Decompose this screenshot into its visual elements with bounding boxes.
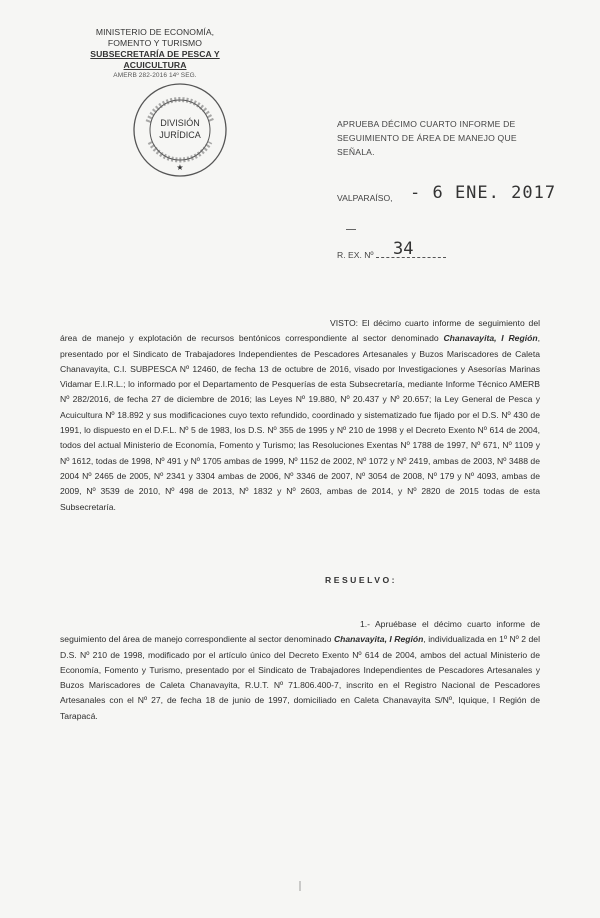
visto-text-a: El décimo cuarto informe de seguimiento del área de manejo y explotación de recursos bentónicos correspondiente al sector denominado <box>60 318 541 344</box>
rex-tick-mark <box>346 229 356 230</box>
handwritten-date: - 6 ENE. 2017 <box>410 183 557 203</box>
resuelvo-heading: RESUELVO: <box>325 575 397 585</box>
rex-number: 34 <box>393 239 414 259</box>
article-1-text-b: , individualizada en 1º Nº 2 del D.S. Nº 210 de 1998, modificado por el artículo único del Decreto Exento Nº 614 de 2004, ambos del actual Ministerio de Economía, Fomento y Turismo, presentado por el Sindicato de Trabajadores Independientes de Pescadores Artesanales y Buzos Mariscadores de Caleta Chanavayita, R.U.T. Nº 71.806.400-7, inscrito en el Registro Nacional de Pescadores Artesanales con el Nº 27, de fecha 18 de junio de 1997, domiciliado en Caleta Chanavayita S/Nº, Iquique, I Región de Tarapacá. <box>60 634 540 721</box>
visto-text-b: , presentado por el Sindicato de Trabajadores Independientes de Pescadores Artesanales y Buzos Mariscadores de Caleta Chanavayita, C.I. SUBPESCA Nº 12460, de fecha 13 de octubre de 2016, visado por Investigaciones y Asesorías Marinas Vidamar E.I.R.L.; lo informado por el Departamento de Pesquerías de esta Subsecretaría, mediante Informe Técnico AMERB Nº 282/2016, de fecha 27 de diciembre de 2016; las Leyes Nº 19.880, Nº 20.437 y Nº 20.657; la Ley General de Pesca y Acuicultura Nº 18.892 y sus modificaciones cuyo texto refundido, coordinado y sistematizado fue fijado por el D.S. Nº 430 de 1991, lo dispuesto en el D.F.L. Nº 5 de 1983, los D.S. Nº 355 de 1995 y Nº 210 de 1998 y el Decreto Exento Nº 614 de 2004, todos del actual Ministerio de Economía, Fomento y Turismo; las Resoluciones Exentas Nº 1788 de 1997, Nº 671, Nº 1109 y Nº 1612, todas de 1998, Nº 491 y Nº 1705 ambas de 1999, Nº 1152 de 2002, Nº 1072 y Nº 2419, ambas de 2003, Nº 3488 de 2004 Nº 2465 de 2005, Nº 2341 y 3304 ambas de 2006, Nº 3346 de 2007, Nº 3054 de 2008, Nº 179 y Nº 4093, ambas de 2009, Nº 3539 de 2010, Nº 498 de 2013, Nº 1832 y Nº 2603, ambas de 2014, y Nº 2820 de 2015 todas de esta Subsecretaría. <box>60 333 540 512</box>
topic-line-2: SEGUIMIENTO DE ÁREA DE MANEJO QUE SEÑALA. <box>337 133 517 157</box>
article-1-text-a: el décimo cuarto informe de seguimiento del área de manejo correspondiente al sector denominado <box>60 619 541 645</box>
page-mark-icon <box>296 880 304 892</box>
division-juridica-stamp-icon <box>130 80 230 180</box>
article-1-sector: Chanavayita, I Región <box>333 634 424 645</box>
stamp-text-1: DIVISIÓN <box>160 118 200 128</box>
subsecretaria-line: SUBSECRETARÍA DE PESCA Y ACUICULTURA <box>90 49 220 70</box>
resolution-topic <box>337 117 557 159</box>
ministry-line-2: FOMENTO Y TURISMO <box>107 38 203 48</box>
place-label: VALPARAÍSO, <box>337 193 393 203</box>
visto-label: VISTO: <box>330 318 359 328</box>
svg-text:★: ★ <box>176 163 184 172</box>
topic-line-1: APRUEBA DÉCIMO CUARTO INFORME DE <box>337 119 516 129</box>
ministry-header <box>60 27 250 80</box>
article-1-label: 1.- Apruébase <box>360 619 417 629</box>
reference-code: AMERB 282-2016 14º SEG. <box>113 72 197 79</box>
ministry-line-1: MINISTERIO DE ECONOMÍA, <box>95 27 215 37</box>
article-1-paragraph <box>60 617 540 724</box>
rex-label: R. EX. Nº <box>337 250 374 260</box>
rex-label-row <box>337 250 446 260</box>
visto-paragraph <box>60 316 540 515</box>
visto-sector: Chanavayita, I Región <box>443 333 538 344</box>
stamp-text-2: JURÍDICA <box>159 130 201 140</box>
